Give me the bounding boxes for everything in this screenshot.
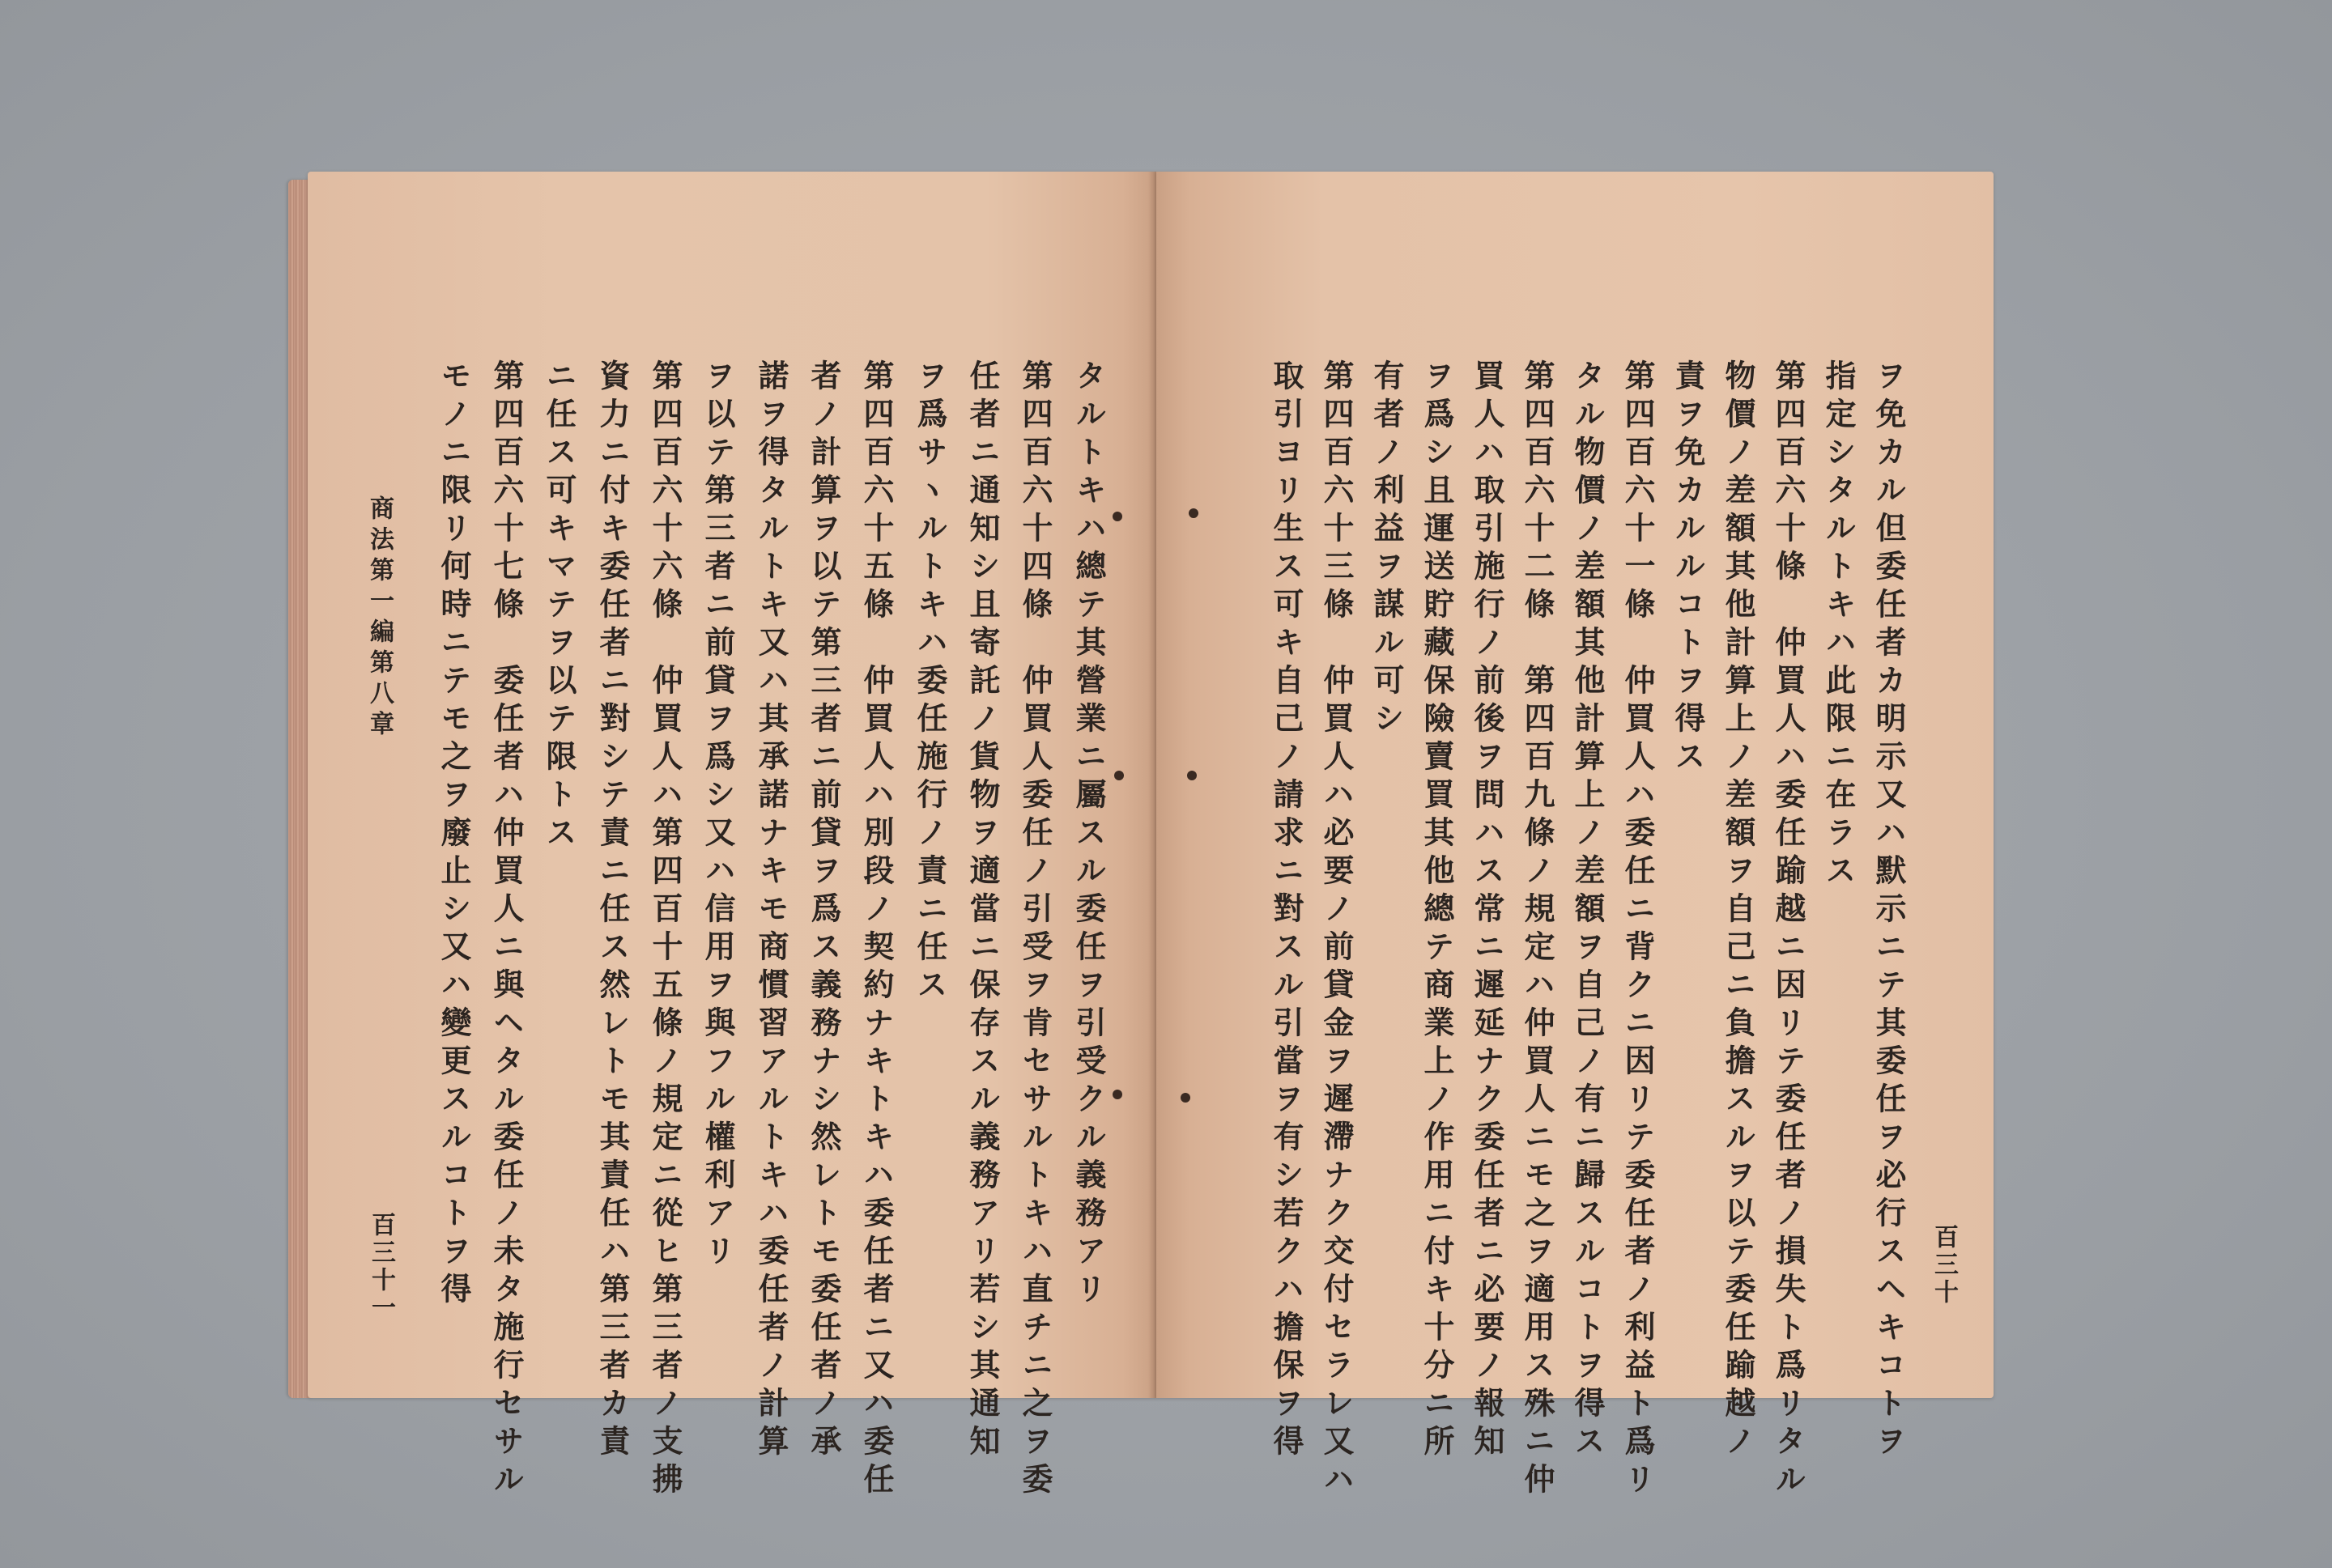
left-column-6: 者ノ計算ヲ以テ第三者ニ前貸ヲ爲ス義務ナシ然レトモ委任者ノ承 — [806, 359, 842, 1463]
right-column-8: 第四百六十二條 第四百九條ノ規定ハ仲買人ニモ之ヲ適用ス殊ニ仲 — [1519, 359, 1555, 1501]
binding-hole — [1113, 1090, 1122, 1099]
left-column-11: ニ任ス可キマテヲ以テ限トス — [541, 359, 577, 854]
left-column-7: 諾ヲ得タルトキ又ハ其承諾ナキモ商慣習アルトキハ委任者ノ計算 — [753, 359, 789, 1463]
left-column-9: 第四百六十六條 仲買人ハ第四百十五條ノ規定ニ從ヒ第三者ノ支拂 — [647, 359, 683, 1501]
right-column-12: 第四百六十三條 仲買人ハ必要ノ前貸金ヲ遲滯ナク交付セラレ又ハ — [1318, 359, 1355, 1501]
right-column-5: 責ヲ免カルルコトヲ得ス — [1670, 359, 1706, 778]
binding-hole — [1181, 1093, 1190, 1103]
right-column-10: ヲ爲シ且運送貯藏保險賣買其他總テ商業上ノ作用ニ付キ十分ニ所 — [1419, 359, 1455, 1463]
right-page — [1156, 172, 1994, 1501]
left-column-4: ヲ爲サヽルトキハ委任施行ノ責ニ任ス — [912, 359, 948, 1006]
left-column-5: 第四百六十五條 仲買人ハ別段ノ契約ナキトキハ委任者ニ又ハ委任 — [858, 359, 895, 1501]
left-column-13: モノニ限リ何時ニテモ之ヲ廢止シ又ハ變更スルコトヲ得 — [436, 359, 472, 1311]
right-column-13: 取引ヨリ生ス可キ自己ノ請求ニ對スル引當ヲ有シ若クハ擔保ヲ得 — [1268, 359, 1304, 1463]
right-column-6: 第四百六十一條 仲買人ハ委任ニ背クニ因リテ委任者ノ利益ト爲リ — [1619, 359, 1656, 1501]
left-page — [308, 172, 1156, 1501]
binding-hole — [1114, 771, 1124, 780]
right-page-number: 百三十 — [1930, 1224, 1958, 1307]
binding-hole — [1187, 771, 1197, 780]
left-column-12: 第四百六十七條 委任者ハ仲買人ニ與ヘタル委任ノ未タ施行セサル — [488, 359, 525, 1501]
right-column-7: タル物價ノ差額其他計算上ノ差額ヲ自己ノ有ニ歸スルコトヲ得ス — [1569, 359, 1606, 1463]
right-column-11: 有者ノ利益ヲ謀ル可シ — [1368, 359, 1405, 740]
left-column-3: 任者ニ通知シ且寄託ノ貨物ヲ適當ニ保存スル義務アリ若シ其通知 — [964, 359, 1001, 1463]
right-column-4: 物價ノ差額其他計算上ノ差額ヲ自己ニ負擔スルヲ以テ委任踰越ノ — [1720, 359, 1756, 1463]
left-column-10: 資力ニ付キ委任者ニ對シテ責ニ任ス然レトモ其責任ハ第三者カ責 — [594, 359, 631, 1463]
right-column-9: 買人ハ取引施行ノ前後ヲ問ハス常ニ遲延ナク委任者ニ必要ノ報知 — [1469, 359, 1505, 1463]
right-column-3: 第四百六十條 仲買人ハ委任踰越ニ因リテ委任者ノ損失ト爲リタル — [1770, 359, 1806, 1501]
left-page-number: 百三十一 — [367, 1212, 395, 1322]
binding-hole — [1189, 508, 1198, 518]
left-column-2: 第四百六十四條 仲買人委任ノ引受ヲ肯セサルトキハ直チニ之ヲ委 — [1017, 359, 1053, 1501]
running-head: 商法第一編第八章 — [365, 495, 394, 742]
right-column-2: 指定シタルトキハ此限ニ在ラス — [1820, 359, 1857, 892]
binding-hole — [1113, 512, 1122, 521]
left-column-8: ヲ以テ第三者ニ前貸ヲ爲シ又ハ信用ヲ與フル權利アリ — [700, 359, 736, 1273]
left-column-1: タルトキハ總テ其營業ニ屬スル委任ヲ引受クル義務アリ — [1070, 359, 1107, 1311]
right-column-1: ヲ免カル但委任者カ明示又ハ默示ニテ其委任ヲ必行スヘキコトヲ — [1870, 359, 1907, 1463]
